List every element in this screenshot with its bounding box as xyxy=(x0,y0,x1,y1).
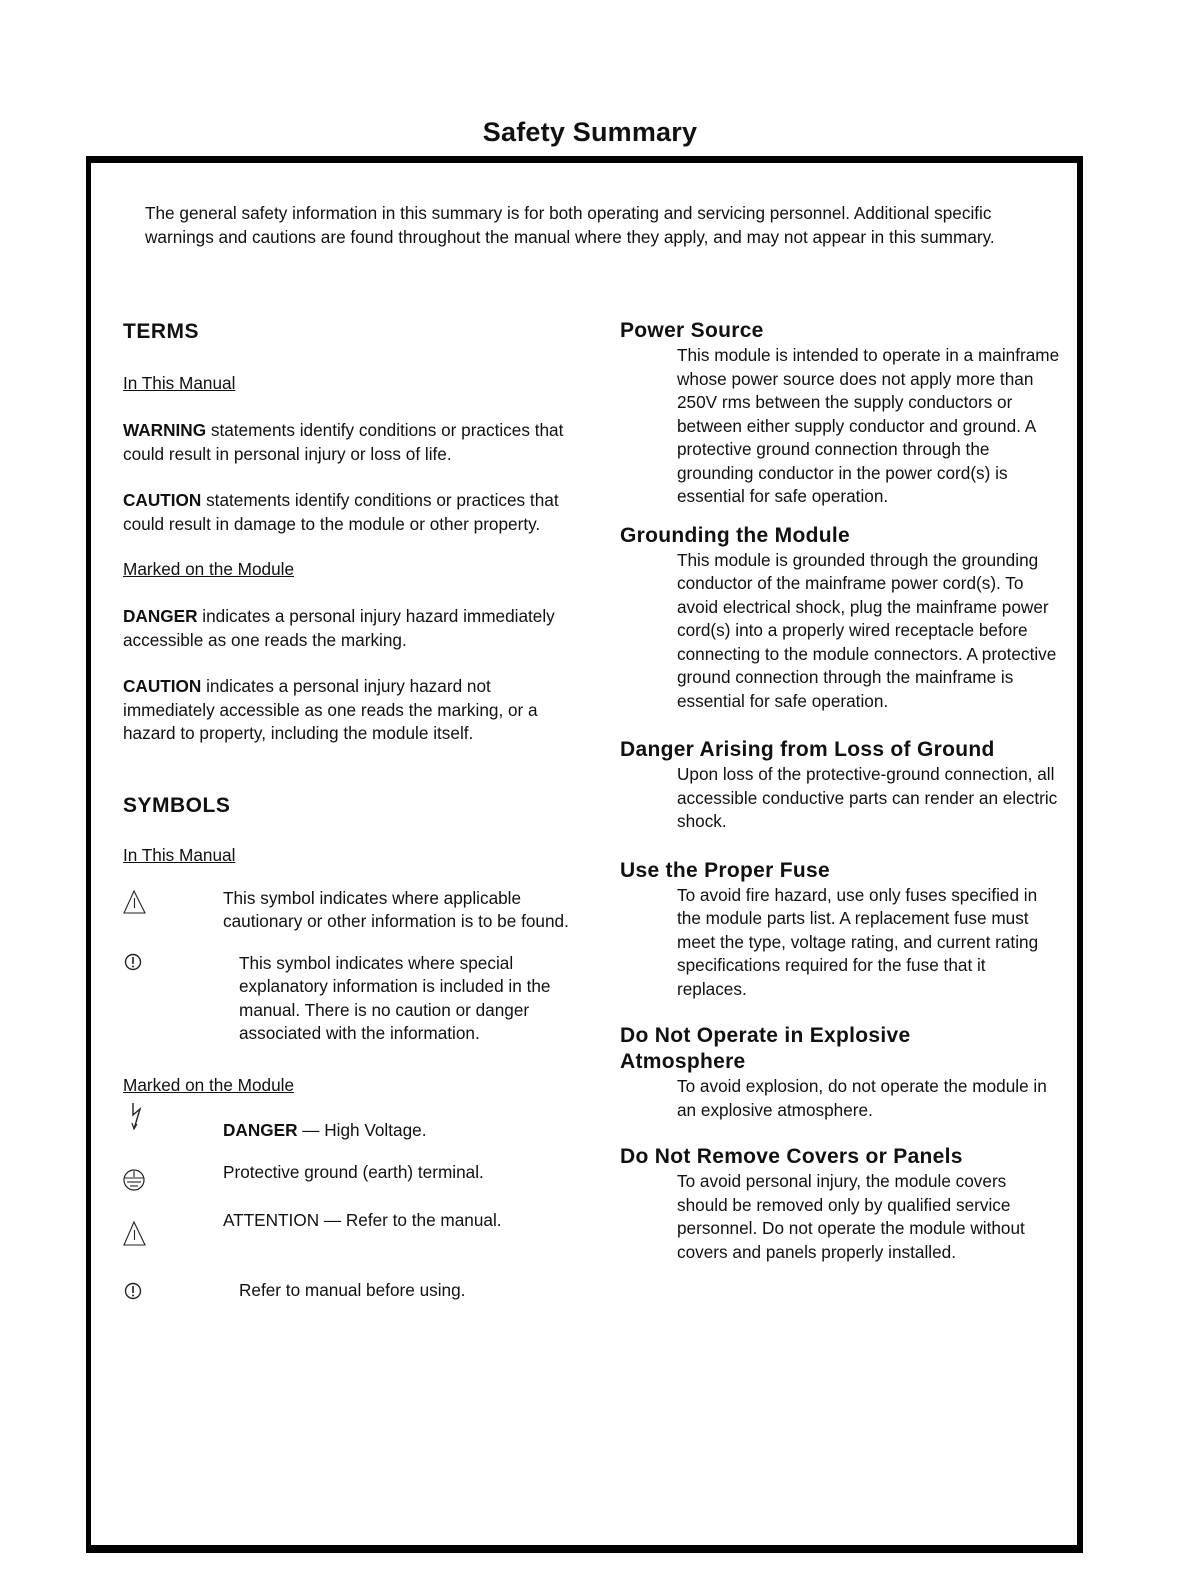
symbol-row-caution xyxy=(123,887,583,934)
symbols-in-manual-subheading: In This Manual xyxy=(123,844,236,865)
danger-text: indicates a personal injury hazard immediately accessible as one reads the marking. xyxy=(123,606,555,650)
symbol-row-high-voltage xyxy=(123,1105,583,1149)
danger-keyword: DANGER xyxy=(123,606,198,626)
section-heading: Do Not Remove Covers or Panels xyxy=(620,1145,963,1168)
caution-text: statements identify conditions or practices that could result in damage to the module or other property. xyxy=(123,490,559,534)
danger-term xyxy=(123,605,583,652)
section-remove-covers xyxy=(620,1144,1060,1264)
section-heading: Use the Proper Fuse xyxy=(620,858,830,882)
symbols-heading: SYMBOLS xyxy=(123,793,231,817)
symbol-refer-manual-text: Refer to manual before using. xyxy=(239,1279,466,1300)
symbol-caution-text: This symbol indicates where applicable cautionary or other information is to be found. xyxy=(223,887,569,931)
section-body: To avoid fire hazard, use only fuses specified in the module parts list. A replacement fuse must meet the type, voltage rating, and current rating specifications required for the fuse that it replaces. xyxy=(677,884,1039,999)
caution-marked-keyword: CAUTION xyxy=(123,676,202,696)
section-body: To avoid personal injury, the module covers should be removed only by qualified service personnel. Do not operate the module without covers and panels properly installed. xyxy=(677,1171,1025,1262)
section-heading: Do Not Operate in Explosive Atmosphere xyxy=(620,1024,911,1073)
section-explosive-atmosphere xyxy=(620,1023,1060,1122)
section-body: This module is grounded through the grounding conductor of the mainframe power cord(s). To avoid electrical shock, plug the mainframe power cord(s) into a properly wired receptacle before connecting to the module connectors. A protective ground connection through the mainframe is essential for safe operation. xyxy=(677,549,1057,711)
warning-keyword: WARNING xyxy=(123,420,207,440)
terms-marked-subheading: Marked on the Module xyxy=(123,559,295,579)
protective-ground-icon xyxy=(123,1167,163,1197)
symbol-row-refer-manual xyxy=(123,1279,583,1303)
caution-triangle-icon xyxy=(123,887,163,917)
section-heading: Danger Arising from Loss of Ground xyxy=(620,738,995,761)
symbol-info-text: This symbol indicates where special explanatory information is included in the manual. There is no caution or danger associated with the information. xyxy=(239,952,551,1043)
section-body: This module is intended to operate in a mainframe whose power source does not apply more than 250V rms between the supply conductors or between either supply conductor and ground. A protective ground connection through the grounding conductor in the power cord(s) is essential for safe operation. xyxy=(677,345,1060,506)
caution-marked-term xyxy=(123,675,583,746)
warning-text: statements identify conditions or practices that could result in personal injury or loss of life. xyxy=(123,420,564,464)
section-heading: Grounding the Module xyxy=(620,523,850,547)
left-column xyxy=(123,318,583,1302)
symbols-marked-subheading: Marked on the Module xyxy=(123,1074,295,1095)
section-use-proper-fuse xyxy=(620,858,1060,1002)
circled-exclamation-icon xyxy=(123,1281,163,1311)
symbol-row-info xyxy=(123,952,583,1046)
section-body: To avoid explosion, do not operate the module in an explosive atmosphere. xyxy=(677,1076,1047,1120)
caution-keyword: CAUTION xyxy=(123,490,202,510)
page-title: Safety Summary xyxy=(482,117,698,147)
symbol-attention-text: ATTENTION — Refer to the manual. xyxy=(223,1209,502,1230)
symbol-row-attention xyxy=(123,1209,583,1265)
caution-marked-text: indicates a personal injury hazard not immediately accessible as one reads the marking, or a hazard to property, including the module itself. xyxy=(123,676,538,743)
intro-paragraph: The general safety information in this summary is for both operating and servicing personnel. Additional specific warnings and cautions are found throughout the manual where they apply, and may not appear in this summary. xyxy=(145,203,995,247)
symbol-ground-text: Protective ground (earth) terminal. xyxy=(223,1161,484,1182)
section-body: Upon loss of the protective-ground connection, all accessible conductive parts can render an electric shock. xyxy=(677,764,1058,831)
high-voltage-icon xyxy=(123,1101,163,1131)
section-grounding-the-module xyxy=(620,523,1060,714)
section-danger-loss-of-ground xyxy=(620,737,1060,834)
symbol-row-ground xyxy=(123,1161,583,1201)
right-column xyxy=(620,318,1060,1264)
caution-triangle-icon xyxy=(123,1219,163,1249)
caution-term xyxy=(123,489,583,536)
danger-symbol-text: — High Voltage. xyxy=(297,1119,427,1140)
terms-in-manual-subheading: In This Manual xyxy=(123,373,236,393)
danger-symbol-keyword: DANGER xyxy=(223,1119,298,1140)
warning-term xyxy=(123,419,583,466)
section-power-source xyxy=(620,318,1060,509)
circled-exclamation-icon xyxy=(123,952,163,982)
section-heading: Power Source xyxy=(620,319,764,342)
symbol-high-voltage-text xyxy=(223,1105,583,1143)
terms-heading: TERMS xyxy=(123,320,199,343)
